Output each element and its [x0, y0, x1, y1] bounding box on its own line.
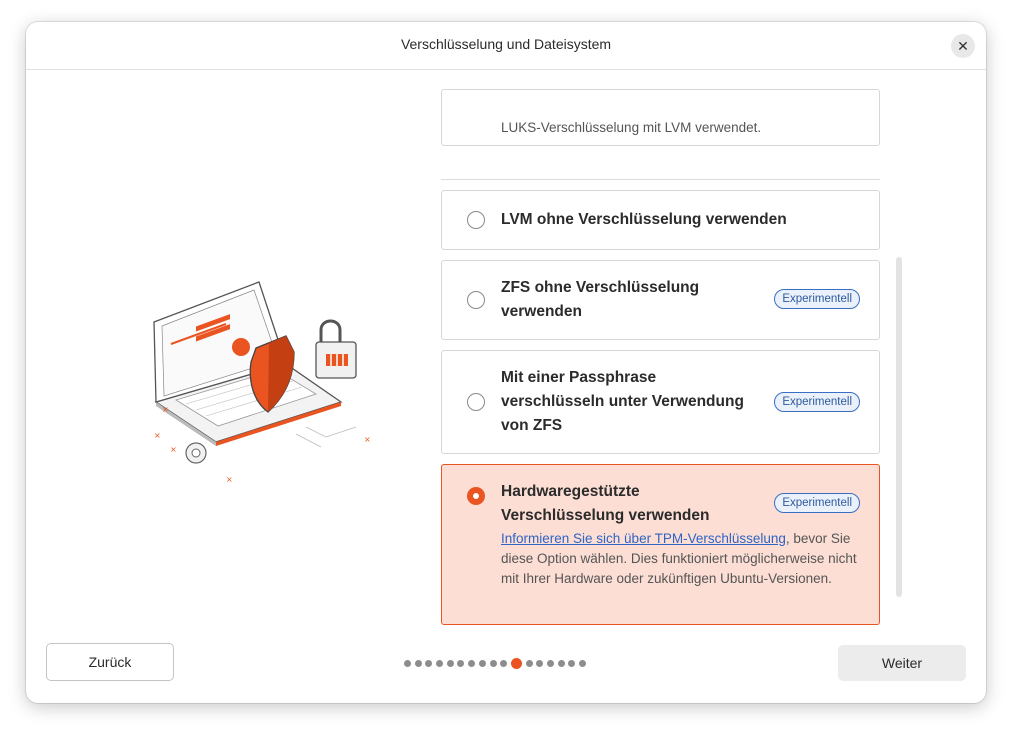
page-dot	[500, 660, 507, 667]
description-text: , bevor Sie diese Option wählen. Dies funktioniert möglicherweise nicht mit Ihrer Hardware oder zukünftigen Ubuntu-Versionen.	[501, 531, 857, 586]
page-dot	[468, 660, 475, 667]
back-button[interactable]: Zurück	[46, 643, 174, 681]
page-dot	[447, 660, 454, 667]
option-title: Hardwaregestützte Verschlüsselung verwenden	[501, 483, 710, 524]
page-dot	[404, 660, 411, 667]
experimental-badge: Experimentell	[774, 289, 860, 309]
experimental-badge: Experimentell	[774, 493, 860, 513]
radio-button[interactable]	[467, 393, 485, 411]
divider	[441, 179, 880, 180]
installer-window	[26, 22, 986, 703]
svg-text:×: ×	[162, 405, 169, 414]
radio-button-selected[interactable]	[467, 487, 485, 505]
radio-button[interactable]	[467, 291, 485, 309]
next-button[interactable]: Weiter	[838, 645, 966, 681]
page-dot	[579, 660, 586, 667]
option-description: LUKS-Verschlüsselung mit LVM verwendet.	[501, 120, 762, 135]
option-title: ZFS ohne Verschlüsselung verwenden	[501, 279, 700, 320]
options-list[interactable]	[441, 109, 911, 609]
option-lvm-no-encryption[interactable]	[441, 190, 880, 250]
window-title: Verschlüsselung und Dateisystem	[400, 36, 612, 52]
page-dot	[436, 660, 443, 667]
page-dot	[547, 660, 554, 667]
page-dot	[415, 660, 422, 667]
page-dot-active	[511, 658, 522, 669]
experimental-badge: Experimentell	[774, 392, 860, 412]
svg-text:×: ×	[226, 475, 233, 484]
svg-text:×: ×	[170, 445, 177, 454]
page-dot	[457, 660, 464, 667]
tpm-info-link[interactable]: Informieren Sie sich über TPM-Verschlüsselung	[501, 531, 786, 546]
close-button[interactable]	[951, 34, 975, 58]
option-zfs-passphrase[interactable]	[441, 350, 880, 454]
option-zfs-no-encryption[interactable]	[441, 260, 880, 340]
radio-button[interactable]	[467, 211, 485, 229]
page-dot	[526, 660, 533, 667]
page-dot	[479, 660, 486, 667]
close-icon: ✕	[957, 37, 969, 54]
page-dot	[558, 660, 565, 667]
option-description	[501, 529, 863, 589]
option-luks-lvm-partial[interactable]	[441, 89, 880, 146]
page-dot	[425, 660, 432, 667]
scrollbar[interactable]	[896, 257, 902, 597]
page-indicator	[404, 658, 590, 668]
option-title: Mit einer Passphrase verschlüsseln unter Verwendung von ZFS	[501, 369, 744, 434]
svg-text:×: ×	[364, 435, 371, 444]
title-bar	[26, 22, 986, 70]
page-dot	[536, 660, 543, 667]
encryption-illustration	[126, 252, 371, 484]
page-dot	[568, 660, 575, 667]
option-title: LVM ohne Verschlüsselung verwenden	[501, 211, 787, 228]
option-hardware-encryption[interactable]	[441, 464, 880, 625]
page-dot	[490, 660, 497, 667]
svg-text:×: ×	[154, 431, 161, 440]
